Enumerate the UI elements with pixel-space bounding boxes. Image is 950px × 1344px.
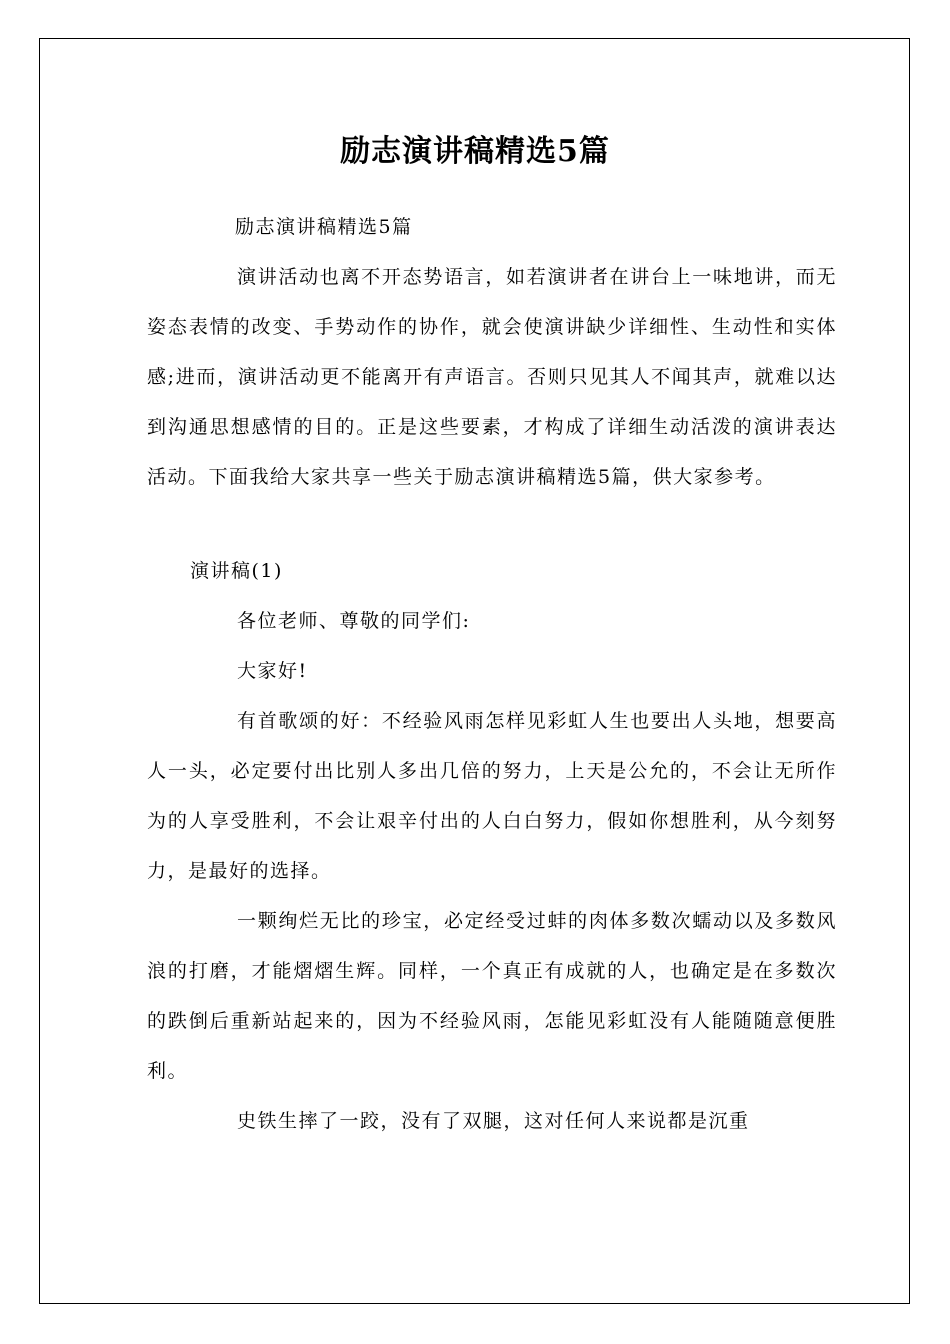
document-title: 励志演讲稿精选5篇 xyxy=(340,134,610,169)
body-paragraph: 一颗绚烂无比的珍宝，必定经受过蚌的肉体多数次蠕动以及多数风浪的打磨，才能熠熠生辉。同样，一个真正有成就的人，也确定是在多数次的跌倒后重新站起来的，因为不经验风雨，怎能见彩虹没有人能随随意便胜利。 xyxy=(147,910,837,1082)
salutation: 各位老师、尊敬的同学们: xyxy=(237,610,471,632)
greeting: 大家好! xyxy=(237,660,308,682)
document-body xyxy=(147,202,837,1146)
body-paragraph: 有首歌颂的好：不经验风雨怎样见彩虹人生也要出人头地，想要高人一头，必定要付出比别人多出几倍的努力，上天是公允的，不会让无所作为的人享受胜利，不会让艰辛付出的人白白努力，假如你想胜利，从今刻努力，是最好的选择。 xyxy=(147,710,837,882)
body-paragraph: 史铁生摔了一跤，没有了双腿，这对任何人来说都是沉重 xyxy=(237,1110,750,1132)
intro-paragraph: 演讲活动也离不开态势语言，如若演讲者在讲台上一味地讲，而无姿态表情的改变、手势动作的协作，就会使演讲缺少详细性、生动性和实体感;进而，演讲活动更不能离开有声语言。否则只见其人不闻其声，就难以达到沟通思想感情的目的。正是这些要素，才构成了详细生动活泼的演讲表达活动。下面我给大家共享一些关于励志演讲稿精选5篇，供大家参考。 xyxy=(147,266,837,488)
section-heading: 演讲稿(1) xyxy=(190,560,283,582)
document-subtitle: 励志演讲稿精选5篇 xyxy=(235,216,413,238)
section-spacer xyxy=(147,502,837,546)
